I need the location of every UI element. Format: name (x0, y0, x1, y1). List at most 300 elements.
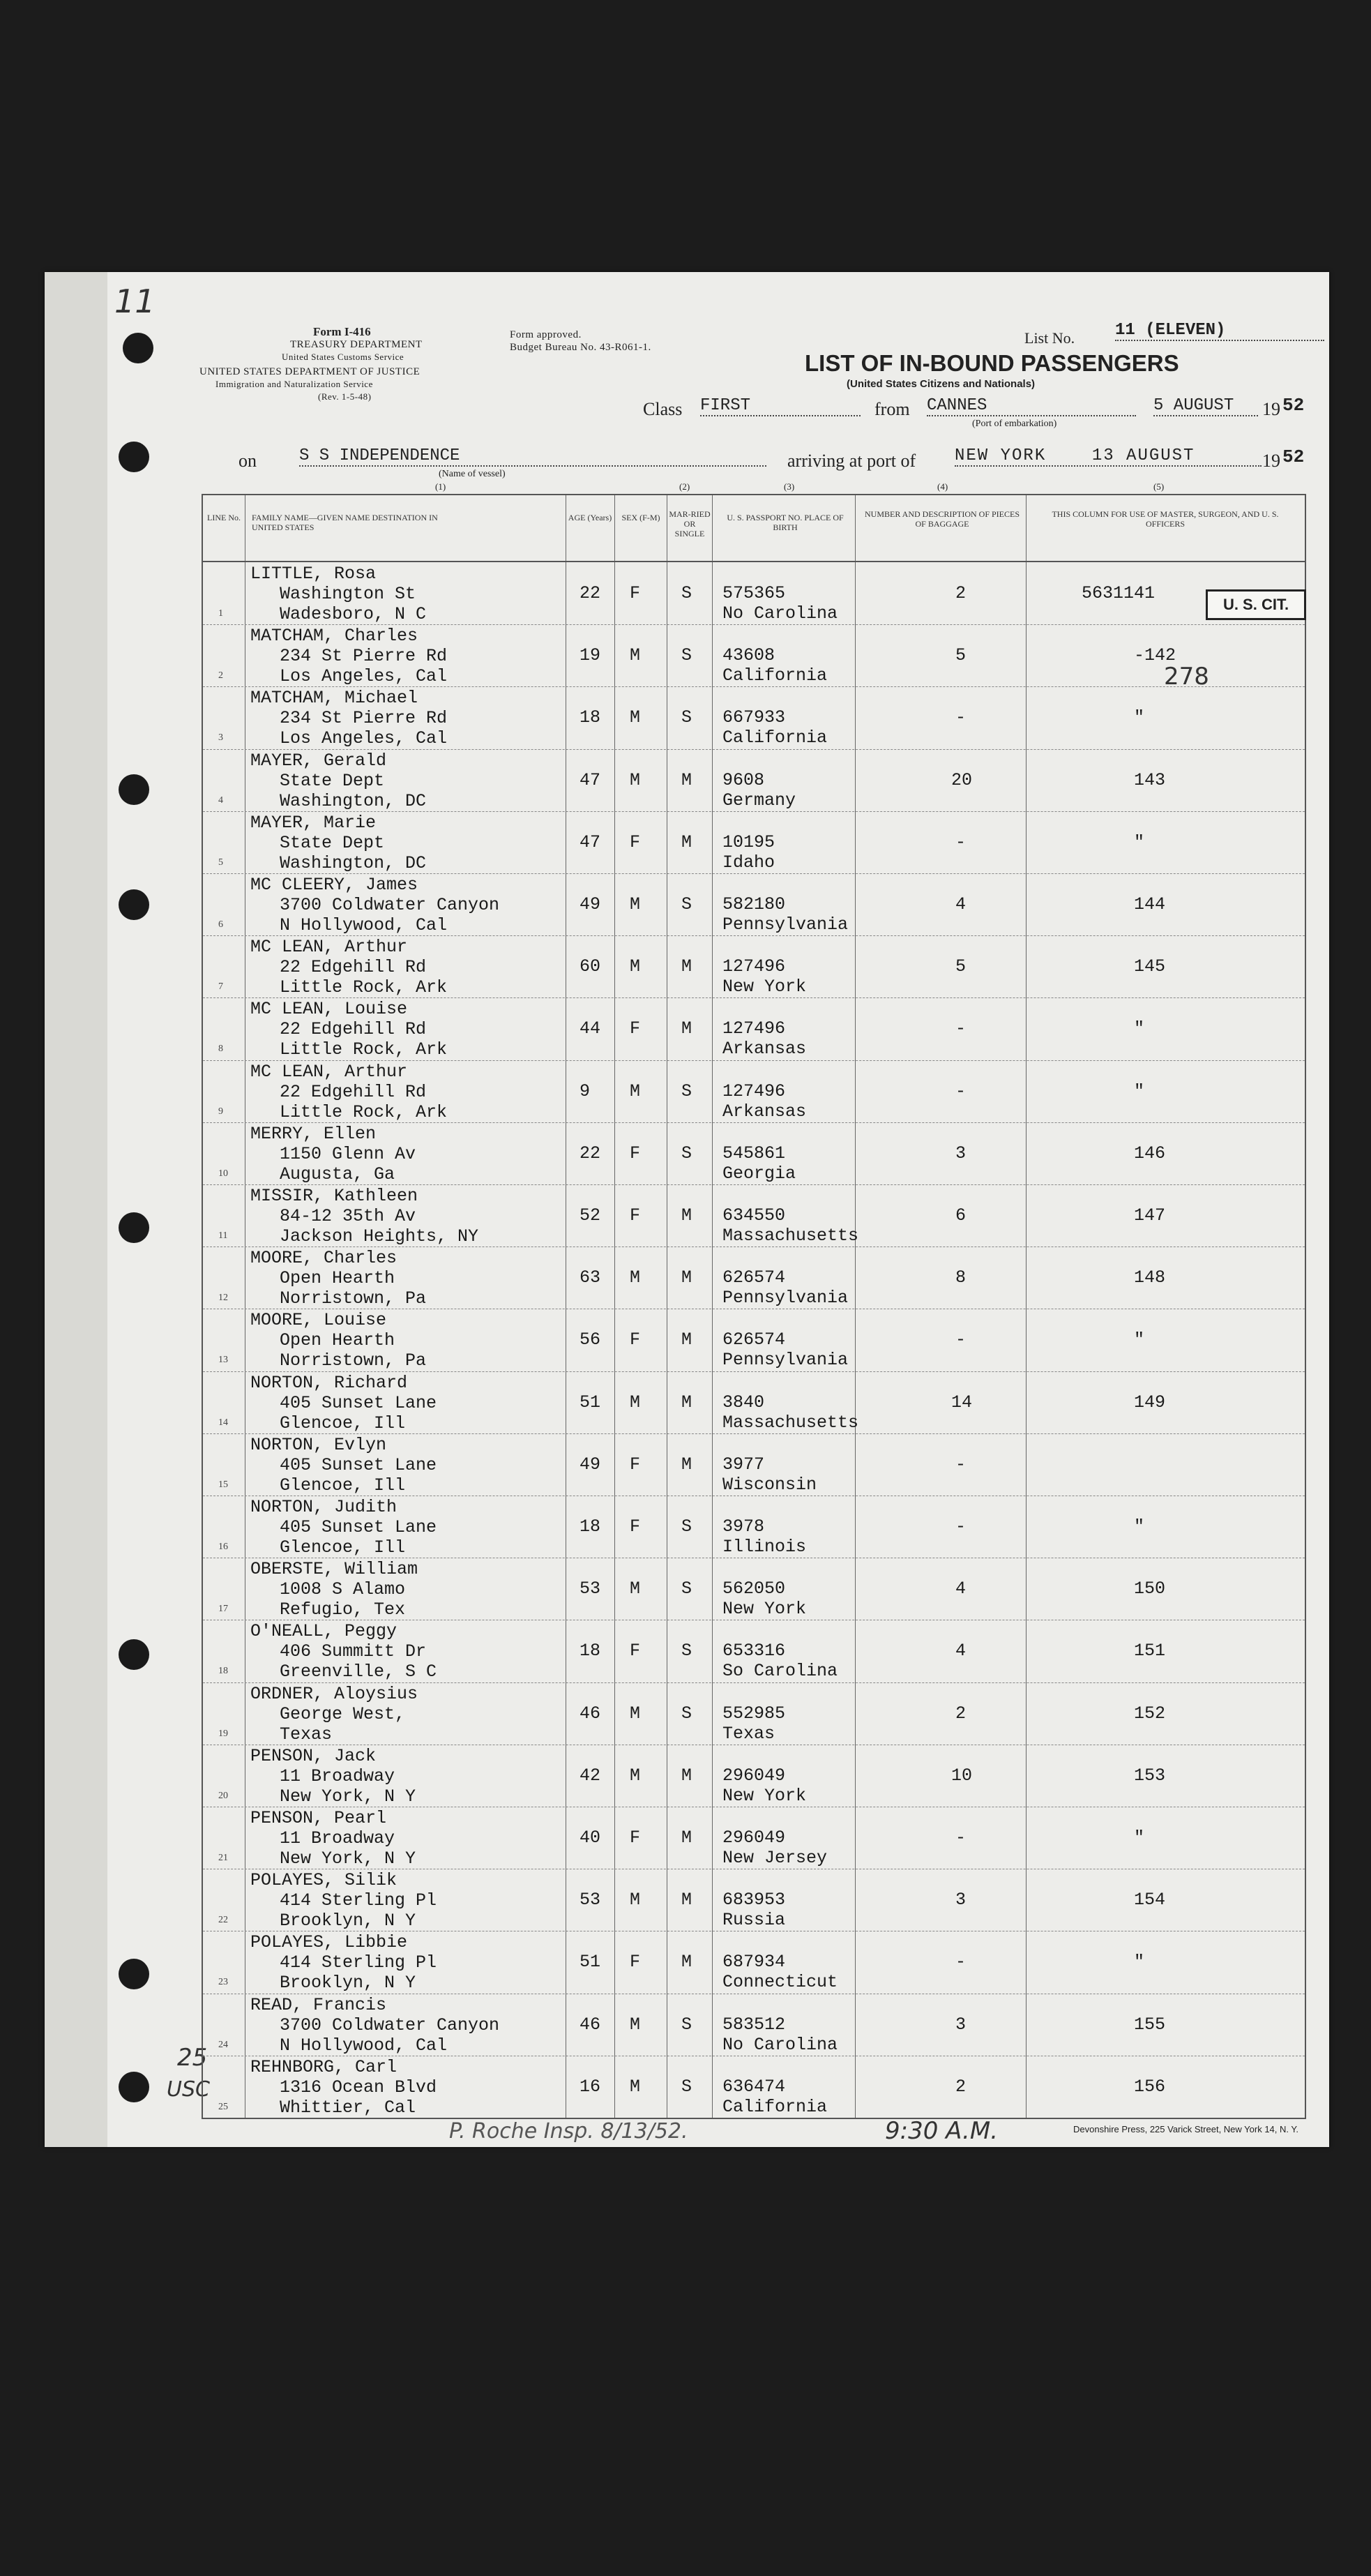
table-row (203, 1060, 1305, 1122)
age-value: 53 (580, 1579, 601, 1599)
header-age: AGE (Years) (568, 513, 612, 522)
table-row (203, 2056, 1305, 2118)
sex-value: M (630, 769, 641, 790)
sex-value: F (630, 1641, 641, 1662)
from-value: CANNES (927, 396, 1136, 416)
officer-note: 148 (1134, 1267, 1166, 1288)
destination-city: Washington, DC (280, 790, 427, 811)
passport-number: 552985 (722, 1703, 786, 1724)
line-number: 24 (218, 2039, 228, 2050)
baggage-count: - (955, 1952, 967, 1973)
place-of-birth: Pennsylvania (722, 914, 849, 935)
destination-city: Jackson Heights, NY (280, 1226, 479, 1246)
age-value: 16 (580, 2076, 601, 2097)
passenger-name: O'NEALL, Peggy (250, 1621, 397, 1642)
place-of-birth: Wisconsin (722, 1474, 817, 1495)
officer-note: 144 (1134, 894, 1166, 914)
marital-status: M (681, 1330, 692, 1350)
age-value: 46 (580, 2014, 601, 2035)
passenger-name: OBERSTE, William (250, 1559, 418, 1580)
destination-city: Texas (280, 1724, 333, 1745)
age-value: 60 (580, 956, 601, 977)
table-row (203, 1931, 1305, 1993)
passenger-name: MAYER, Gerald (250, 750, 387, 771)
baggage-count: - (955, 831, 967, 852)
age-value: 46 (580, 1703, 601, 1724)
marital-status: M (681, 956, 692, 977)
table-row (203, 1994, 1305, 2056)
sex-value: M (630, 1267, 641, 1288)
passenger-name: MOORE, Louise (250, 1310, 387, 1331)
sex-value: F (630, 1952, 641, 1973)
header-passport: U. S. PASSPORT NO. PLACE OF BIRTH (727, 513, 844, 532)
passport-number: 127496 (722, 1018, 786, 1039)
passport-number: 636474 (722, 2076, 786, 2097)
destination-city: Greenville, S C (280, 1662, 437, 1682)
justice-dept: UNITED STATES DEPARTMENT OF JUSTICE (199, 366, 421, 377)
us-citizen-stamp: U. S. CIT. (1206, 589, 1306, 620)
passport-number: 667933 (722, 707, 786, 728)
destination-street: 3700 Coldwater Canyon (280, 895, 500, 915)
table-row (203, 1122, 1305, 1184)
vessel-name: S S INDEPENDENCE (299, 446, 766, 467)
age-value: 52 (580, 1205, 601, 1226)
passport-number: 626574 (722, 1330, 786, 1350)
sex-value: M (630, 1392, 641, 1413)
passenger-name: MERRY, Ellen (250, 1123, 377, 1144)
table-row (203, 811, 1305, 873)
passenger-name: POLAYES, Libbie (250, 1932, 408, 1953)
punch-hole (119, 889, 149, 920)
sex-value: M (630, 894, 641, 914)
age-value: 42 (580, 1765, 601, 1786)
on-label: on (238, 451, 257, 471)
destination-street: 84-12 35th Av (280, 1206, 416, 1226)
table-row (203, 562, 1305, 624)
class-value: FIRST (700, 396, 861, 416)
passenger-name: MAYER, Marie (250, 812, 377, 833)
passport-number: 583512 (722, 2014, 786, 2035)
officer-note: " (1134, 707, 1145, 728)
destination-city: Los Angeles, Cal (280, 728, 448, 749)
destination-city: Little Rock, Ark (280, 1039, 448, 1060)
table-row (203, 1807, 1305, 1869)
marital-status: M (681, 1392, 692, 1413)
passenger-name: NORTON, Evlyn (250, 1434, 387, 1455)
passport-number: 127496 (722, 956, 786, 977)
table-row (203, 1496, 1305, 1558)
baggage-count: 5 (955, 645, 967, 666)
place-of-birth: New York (722, 1785, 807, 1806)
marital-status: M (681, 831, 692, 852)
place-of-birth: Russia (722, 1910, 786, 1931)
passport-number: 127496 (722, 1080, 786, 1101)
header-sex: SEX (F-M) (621, 513, 660, 522)
embark-note: (Port of embarkation) (972, 419, 1057, 429)
baggage-count: - (955, 1330, 967, 1350)
destination-street: 405 Sunset Lane (280, 1454, 437, 1475)
destination-street: 22 Edgehill Rd (280, 1019, 427, 1040)
passenger-name: MC LEAN, Arthur (250, 937, 408, 958)
passenger-name: ORDNER, Aloysius (250, 1683, 418, 1704)
line-number: 7 (218, 981, 223, 993)
printer-imprint: Devonshire Press, 225 Varick Street, New York 14, N. Y. (1073, 2124, 1298, 2134)
officer-note: " (1134, 1516, 1145, 1537)
passport-number: 575365 (722, 583, 786, 603)
destination-street: 414 Sterling Pl (280, 1952, 437, 1973)
line-number: 13 (218, 1355, 228, 1366)
destination-city: New York, N Y (280, 1848, 416, 1869)
marital-status: M (681, 1765, 692, 1786)
baggage-count: 2 (955, 583, 967, 603)
destination-city: Little Rock, Ark (280, 977, 448, 998)
age-value: 51 (580, 1392, 601, 1413)
place-of-birth: Illinois (722, 1537, 807, 1557)
sex-value: F (630, 1828, 641, 1848)
line-number: 1 (218, 608, 223, 619)
passenger-name: PENSON, Pearl (250, 1808, 387, 1828)
marital-status: M (681, 1018, 692, 1039)
age-value: 47 (580, 831, 601, 852)
baggage-count: - (955, 1018, 967, 1039)
officer-note: " (1134, 831, 1145, 852)
baggage-count: 4 (955, 894, 967, 914)
line-number: 10 (218, 1168, 228, 1179)
officer-note: -142 (1134, 645, 1176, 666)
marital-status: M (681, 1828, 692, 1848)
place-of-birth: California (722, 728, 828, 748)
punch-hole (119, 1959, 149, 1989)
header-married: MAR-RIED OR SINGLE (669, 509, 711, 538)
marital-status: S (681, 1703, 692, 1724)
margin-mark-25: 25 (177, 2044, 208, 2072)
marital-status: S (681, 583, 692, 603)
place-of-birth: Texas (722, 1723, 775, 1744)
col-num-2: (2) (679, 481, 690, 492)
list-no-value: 11 (ELEVEN) (1115, 321, 1324, 341)
customs-service: United States Customs Service (282, 352, 404, 362)
destination-street: 405 Sunset Lane (280, 1517, 437, 1537)
sex-value: F (630, 1516, 641, 1537)
place-of-birth: Arkansas (722, 1101, 807, 1122)
sex-value: M (630, 707, 641, 728)
table-row (203, 749, 1305, 811)
destination-street: 1150 Glenn Av (280, 1143, 416, 1164)
baggage-count: 5 (955, 956, 967, 977)
place-of-birth: California (722, 2096, 828, 2117)
place-of-birth: Georgia (722, 1163, 796, 1184)
destination-city: Wadesboro, N C (280, 604, 427, 624)
header-officers: THIS COLUMN FOR USE OF MASTER, SURGEON, AND U. S. OFFICERS (1052, 509, 1279, 529)
age-value: 51 (580, 1952, 601, 1973)
passport-number: 296049 (722, 1765, 786, 1786)
baggage-count: 14 (950, 1392, 973, 1413)
destination-city: Brooklyn, N Y (280, 1911, 416, 1931)
margin-mark-usc: USC (167, 2077, 210, 2102)
destination-street: 3700 Coldwater Canyon (280, 2014, 500, 2035)
officer-note: 152 (1134, 1703, 1166, 1724)
age-value: 19 (580, 645, 601, 666)
marital-status: M (681, 1454, 692, 1475)
age-value: 9 (580, 1080, 591, 1101)
treasury-dept: TREASURY DEPARTMENT (290, 339, 423, 350)
officer-note: 5631141 (1082, 583, 1156, 603)
passenger-name: MISSIR, Kathleen (250, 1186, 418, 1206)
table-row (203, 1309, 1305, 1371)
baggage-count: 4 (955, 1579, 967, 1599)
marital-status: S (681, 707, 692, 728)
passport-number: 9608 (722, 769, 765, 790)
sex-value: M (630, 956, 641, 977)
passenger-name: REHNBORG, Carl (250, 2056, 397, 2077)
place-of-birth: New York (722, 977, 807, 997)
list-no-label: List No. (1024, 329, 1075, 347)
marital-status: S (681, 1641, 692, 1662)
officer-note: " (1134, 1330, 1145, 1350)
table-row (203, 1371, 1305, 1433)
line-number: 2 (218, 670, 223, 681)
baggage-count: 4 (955, 1641, 967, 1662)
place-of-birth: Arkansas (722, 1039, 807, 1060)
line-number: 12 (218, 1293, 228, 1304)
punch-hole (119, 442, 149, 472)
destination-city: Glencoe, Ill (280, 1475, 406, 1496)
officer-note: 154 (1134, 1890, 1166, 1911)
table-row (203, 1433, 1305, 1496)
sex-value: F (630, 1330, 641, 1350)
destination-street: 1008 S Alamo (280, 1579, 406, 1600)
table-row (203, 1869, 1305, 1931)
col-num-1: (1) (435, 481, 446, 492)
passport-number: 10195 (722, 831, 775, 852)
sex-value: F (630, 831, 641, 852)
destination-city: New York, N Y (280, 1786, 416, 1807)
marital-status: S (681, 1080, 692, 1101)
marital-status: M (681, 769, 692, 790)
place-of-birth: No Carolina (722, 2034, 838, 2055)
sex-value: M (630, 1765, 641, 1786)
table-row (203, 624, 1305, 686)
passport-number: 683953 (722, 1890, 786, 1911)
ins-service: Immigration and Naturalization Service (215, 379, 373, 389)
passport-number: 3977 (722, 1454, 765, 1475)
header-line-no: LINE No. (207, 513, 241, 522)
punch-hole (119, 2072, 149, 2102)
sex-value: M (630, 2014, 641, 2035)
year-prefix: 19 (1262, 399, 1280, 419)
line-number: 11 (218, 1230, 228, 1241)
manifest-sheet (45, 272, 1329, 2147)
marital-status: S (681, 1143, 692, 1163)
line-number: 23 (218, 1977, 228, 1988)
baggage-count: 2 (955, 2076, 967, 2097)
officer-note: 149 (1134, 1392, 1166, 1413)
punch-hole (119, 1212, 149, 1243)
table-row (203, 686, 1305, 748)
punch-hole (119, 774, 149, 805)
marital-status: S (681, 2014, 692, 2035)
table-row (203, 1184, 1305, 1246)
baggage-count: 6 (955, 1205, 967, 1226)
baggage-count: 10 (950, 1765, 973, 1786)
place-of-birth: New Jersey (722, 1848, 828, 1868)
sex-value: M (630, 645, 641, 666)
baggage-count: - (955, 1828, 967, 1848)
age-value: 47 (580, 769, 601, 790)
officer-note: 153 (1134, 1765, 1166, 1786)
form-subtitle: (United States Citizens and Nationals) (847, 378, 1036, 390)
form-approved: Form approved. (510, 329, 582, 340)
passenger-name: MC CLEERY, James (250, 875, 418, 895)
sex-value: M (630, 1579, 641, 1599)
from-label: from (874, 399, 910, 419)
destination-street: Washington St (280, 584, 416, 604)
line-number: 4 (218, 794, 223, 806)
place-of-birth: Massachusetts (722, 1412, 859, 1433)
line-number: 25 (218, 2101, 228, 2112)
age-value: 63 (580, 1267, 601, 1288)
baggage-count: 20 (950, 769, 973, 790)
officer-note: 146 (1134, 1143, 1166, 1163)
marital-status: M (681, 1890, 692, 1911)
line-number: 6 (218, 919, 223, 930)
officer-note: 145 (1134, 956, 1166, 977)
marital-status: M (681, 1267, 692, 1288)
officer-note: " (1134, 1080, 1145, 1101)
baggage-count: 2 (955, 1703, 967, 1724)
baggage-count: 3 (955, 2014, 967, 2035)
depart-year: 52 (1282, 395, 1305, 416)
passport-number: 296049 (722, 1828, 786, 1848)
sex-value: F (630, 1018, 641, 1039)
revision: (Rev. 1-5-48) (318, 391, 372, 402)
place-of-birth: Massachusetts (722, 1226, 859, 1246)
destination-city: Little Rock, Ark (280, 1101, 448, 1122)
line-number: 21 (218, 1853, 228, 1863)
baggage-count: - (955, 1080, 967, 1101)
table-row (203, 1558, 1305, 1620)
destination-street: 405 Sunset Lane (280, 1392, 437, 1413)
destination-city: N Hollywood, Cal (280, 2035, 448, 2056)
marital-status: S (681, 1516, 692, 1537)
passenger-name: LITTLE, Rosa (250, 564, 377, 584)
col-num-4: (4) (937, 481, 948, 492)
sex-value: F (630, 1454, 641, 1475)
destination-street: State Dept (280, 832, 385, 853)
destination-street: 11 Broadway (280, 1765, 395, 1786)
destination-city: Augusta, Ga (280, 1163, 395, 1184)
margin-mark-top: 11 (114, 283, 156, 320)
col-num-3: (3) (784, 481, 795, 492)
arrive-year: 52 (1282, 446, 1305, 467)
destination-city: Refugio, Tex (280, 1599, 406, 1620)
place-of-birth: No Carolina (722, 603, 838, 624)
marital-status: S (681, 894, 692, 914)
passenger-name: NORTON, Judith (250, 1497, 397, 1517)
class-label: Class (643, 399, 683, 419)
baggage-count: - (955, 1454, 967, 1475)
table-row (203, 935, 1305, 997)
sex-value: M (630, 1703, 641, 1724)
destination-street: 414 Sterling Pl (280, 1890, 437, 1911)
line-number: 22 (218, 1915, 228, 1926)
destination-city: Norristown, Pa (280, 1288, 427, 1309)
baggage-count: - (955, 707, 967, 728)
passenger-name: MC LEAN, Arthur (250, 1061, 408, 1082)
age-value: 56 (580, 1330, 601, 1350)
baggage-count: 3 (955, 1143, 967, 1163)
annotation-278: 278 (1164, 663, 1209, 691)
table-row (203, 1246, 1305, 1309)
passenger-name: READ, Francis (250, 1994, 387, 2015)
destination-city: Glencoe, Ill (280, 1537, 406, 1558)
line-number: 19 (218, 1728, 228, 1739)
passport-number: 3840 (722, 1392, 765, 1413)
arriving-label: arriving at port of (787, 451, 916, 471)
passenger-name: NORTON, Richard (250, 1372, 408, 1393)
table-row (203, 1620, 1305, 1682)
marital-status: M (681, 1205, 692, 1226)
sex-value: M (630, 2076, 641, 2097)
destination-street: 22 Edgehill Rd (280, 1081, 427, 1102)
passenger-name: POLAYES, Silik (250, 1870, 397, 1891)
officer-note: 156 (1134, 2076, 1166, 2097)
line-number: 15 (218, 1479, 228, 1490)
place-of-birth: New York (722, 1599, 807, 1620)
line-number: 3 (218, 732, 223, 744)
age-value: 49 (580, 1454, 601, 1475)
place-of-birth: Idaho (722, 852, 775, 873)
officer-note: " (1134, 1018, 1145, 1039)
passport-number: 562050 (722, 1579, 786, 1599)
age-value: 18 (580, 1516, 601, 1537)
passenger-name: MATCHAM, Michael (250, 688, 418, 709)
table-row (203, 997, 1305, 1060)
destination-street: 234 St Pierre Rd (280, 646, 448, 667)
baggage-count: - (955, 1516, 967, 1537)
passenger-table (202, 494, 1306, 2119)
destination-city: Whittier, Cal (280, 2097, 416, 2118)
destination-street: George West, (280, 1703, 406, 1724)
passport-number: 687934 (722, 1952, 786, 1973)
passenger-name: MOORE, Charles (250, 1248, 397, 1269)
age-value: 40 (580, 1828, 601, 1848)
officer-note: 143 (1134, 769, 1166, 790)
place-of-birth: Germany (722, 790, 796, 811)
destination-city: Washington, DC (280, 852, 427, 873)
place-of-birth: Pennsylvania (722, 1350, 849, 1371)
destination-city: Norristown, Pa (280, 1350, 427, 1371)
passport-number: 626574 (722, 1267, 786, 1288)
destination-city: N Hollywood, Cal (280, 915, 448, 935)
destination-city: Glencoe, Ill (280, 1413, 406, 1433)
line-number: 9 (218, 1106, 223, 1117)
line-number: 8 (218, 1044, 223, 1055)
punch-hole (123, 333, 153, 363)
passport-number: 634550 (722, 1205, 786, 1226)
passport-number: 582180 (722, 894, 786, 914)
sex-value: M (630, 1890, 641, 1911)
binding-margin (45, 272, 107, 2147)
age-value: 18 (580, 1641, 601, 1662)
form-title: LIST OF IN-BOUND PASSENGERS (805, 350, 1179, 376)
passenger-name: PENSON, Jack (250, 1745, 377, 1766)
baggage-count: 3 (955, 1890, 967, 1911)
destination-street: Open Hearth (280, 1330, 395, 1351)
age-value: 44 (580, 1018, 601, 1039)
destination-street: 11 Broadway (280, 1828, 395, 1848)
vessel-note: (Name of vessel) (439, 469, 506, 479)
